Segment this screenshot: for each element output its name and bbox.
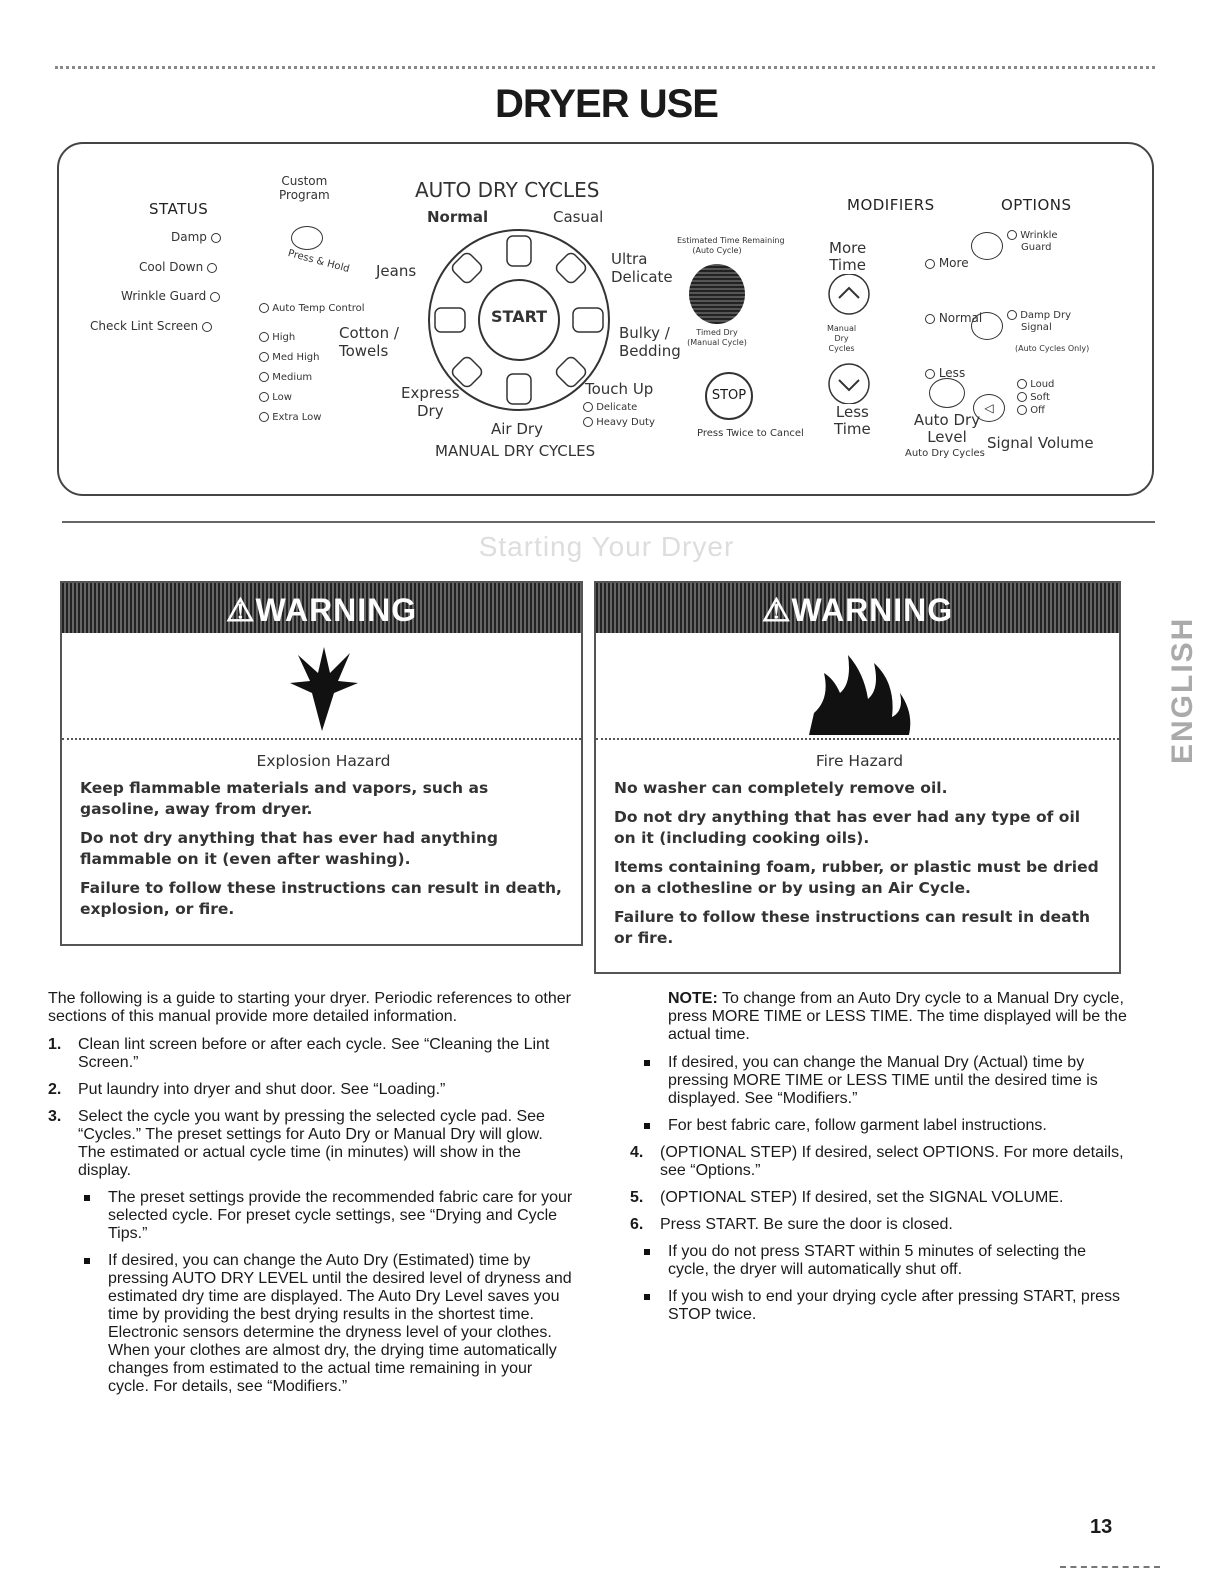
auto-dry-cycles-note: Auto Dry Cycles — [905, 448, 985, 459]
step-item: 4. (OPTIONAL STEP) If desired, select OPTIONS. For more details, see “Options.” — [630, 1144, 1124, 1179]
warning-banner — [62, 583, 581, 633]
auto-cycles-only-note: (Auto Cycles Only) — [1015, 344, 1090, 353]
status-item: Cool Down — [139, 260, 217, 274]
warning-line: No washer can completely remove oil. — [614, 779, 948, 797]
display-est-label: Estimated Time Remaining (Auto Cycle) — [677, 236, 785, 255]
bullet-item: If you do not press START within 5 minutes of selecting the cycle, the dryer will automatically shut off. — [630, 1243, 1130, 1279]
led-icon — [259, 412, 269, 422]
temp-item: High — [259, 328, 321, 348]
bottom-rule — [1060, 1566, 1160, 1568]
cycle-jeans-label: Jeans — [376, 262, 417, 280]
note-paragraph: NOTE: To change from an Auto Dry cycle to a Manual Dry cycle, press MORE TIME or LESS TIME. The time displayed will be the actual time. — [668, 990, 1127, 1043]
led-icon — [925, 259, 935, 269]
press-twice-label: Press Twice to Cancel — [697, 428, 804, 439]
hazard-title: Explosion Hazard — [256, 752, 391, 770]
bullet-item: The preset settings provide the recommended fabric care for your selected cycle. For preset cycle settings, see “Drying and Cycle Tips.” — [48, 1189, 574, 1243]
top-dotted-rule — [55, 66, 1155, 69]
warning-text — [614, 751, 1105, 957]
damp-dry-label: Damp Dry Signal — [1007, 310, 1071, 334]
step-item: 6. Press START. Be sure the door is closed. — [630, 1216, 953, 1233]
stop-button: STOP — [705, 372, 753, 420]
led-icon — [259, 372, 269, 382]
led-icon — [1017, 379, 1027, 389]
auto-temp-label: Auto Temp Control — [259, 303, 365, 314]
step-item: 3. Select the cycle you want by pressing the selected cycle pad. See “Cycles.” The preset settings for Auto Dry or Manual Dry will glow. The estimated or actual cycle time (in minutes) will show in the display. — [48, 1108, 545, 1179]
status-item: Check Lint Screen — [90, 319, 212, 333]
temp-item: Med High — [259, 348, 321, 368]
page-number: 13 — [1090, 1516, 1113, 1538]
warning-line: Do not dry anything that has ever had any type of oil on it (including cooking oils). — [614, 808, 1081, 847]
status-heading: STATUS — [149, 200, 209, 218]
less-time-label: Less Time — [834, 403, 871, 438]
led-icon — [925, 314, 935, 324]
wrinkle-guard-label: Wrinkle Guard — [1007, 230, 1058, 254]
temp-item: Low — [259, 388, 321, 408]
status-led-icon — [207, 263, 217, 273]
options-heading: OPTIONS — [1001, 196, 1072, 214]
led-icon — [583, 417, 593, 427]
temp-list — [259, 328, 321, 428]
led-icon — [1007, 310, 1017, 320]
left-column — [48, 990, 574, 1405]
warning-line: Failure to follow these instructions can result in death or fire. — [614, 908, 1091, 947]
cycle-express-label: Express Dry — [401, 384, 460, 420]
modifiers-heading: MODIFIERS — [847, 196, 935, 214]
custom-program-button — [291, 226, 323, 250]
display-timed-label: Timed Dry (Manual Cycle) — [687, 328, 747, 347]
cycle-casual-label: Casual — [553, 208, 604, 226]
warning-banner — [596, 583, 1119, 633]
signal-volume-label: Signal Volume — [987, 434, 1094, 452]
bullet-item: If desired, you can change the Auto Dry (Estimated) time by pressing AUTO DRY LEVEL until the desired level of dryness and estimated dry time are displayed. The Auto Dry Level saves you time by providing the best drying results in the shortest time. Electronic sensors determine the dryness level of your clothes. When your clothes are almost dry, the drying time automatically changes from estimated to the actual time remaining in your cycle. For details, see “Modifiers.” — [48, 1252, 574, 1396]
explosion-icon — [62, 633, 581, 740]
bullet-item: If you wish to end your drying cycle after pressing START, press STOP twice. — [630, 1288, 1130, 1324]
dry-level-list: More Normal Less — [925, 236, 982, 401]
custom-program-label: Custom Program — [279, 174, 330, 202]
speaker-icon: ◁ — [973, 394, 1005, 422]
auto-dry-heading: AUTO DRY CYCLES — [415, 178, 600, 202]
led-icon — [1007, 230, 1017, 240]
led-icon — [1017, 405, 1027, 415]
wrinkle-guard-button — [971, 232, 1003, 260]
fire-icon — [596, 633, 1119, 740]
step-item: 1. Clean lint screen before or after each cycle. See “Cleaning the Lint Screen.” — [48, 1036, 550, 1071]
warning-label: ⚠WARNING — [761, 592, 954, 628]
step-item: 2. Put laundry into dryer and shut door. See “Loading.” — [48, 1081, 446, 1098]
manual-dry-cycles-label: Manual Dry Cycles — [827, 324, 857, 353]
led-icon — [259, 392, 269, 402]
touch-up-options: Delicate Heavy Duty — [583, 400, 655, 430]
cycle-normal-label: Normal — [427, 208, 489, 226]
cycle-air-dry-label: Air Dry — [491, 420, 543, 438]
section-separator — [62, 521, 1155, 523]
volume-levels: Loud Soft Off — [1017, 378, 1054, 417]
bullet-item: For best fabric care, follow garment label instructions. — [630, 1117, 1130, 1135]
cycle-cotton-label: Cotton / Towels — [339, 324, 399, 360]
intro-paragraph: The following is a guide to starting your dryer. Periodic references to other sections of this manual provide more detailed information. — [48, 990, 571, 1025]
section-title: Starting Your Dryer — [478, 531, 735, 562]
warning-line: Do not dry anything that has ever had anything flammable on it (even after washing). — [80, 829, 498, 868]
status-led-icon — [202, 322, 212, 332]
led-icon — [259, 303, 269, 313]
language-side-tab: ENGLISH — [1166, 616, 1199, 764]
right-column — [630, 990, 1130, 1333]
bullet-item: If desired, you can change the Manual Dry (Actual) time by pressing MORE TIME or LESS TIME until the desired time is displayed. See “Modifiers.” — [630, 1054, 1130, 1108]
status-led-icon — [210, 292, 220, 302]
status-item: Wrinkle Guard — [121, 289, 220, 303]
warning-explosion — [60, 581, 583, 946]
cycle-bulky-label: Bulky / Bedding — [619, 324, 681, 360]
more-time-label: More Time — [829, 239, 867, 274]
cycle-touch-up-label: Touch Up — [585, 380, 654, 398]
status-item: Damp — [171, 230, 221, 244]
led-icon — [259, 332, 269, 342]
step-item: 5. (OPTIONAL STEP) If desired, set the SIGNAL VOLUME. — [630, 1189, 1064, 1206]
led-icon — [925, 369, 935, 379]
auto-dry-level-button — [929, 378, 965, 408]
warning-label: ⚠WARNING — [225, 592, 418, 628]
press-hold-label: Press & Hold — [286, 248, 351, 275]
auto-dry-level-label: Auto Dry Level — [913, 411, 981, 446]
led-icon — [259, 352, 269, 362]
warning-fire — [594, 581, 1121, 974]
led-icon — [1017, 392, 1027, 402]
damp-dry-button — [971, 312, 1003, 340]
led-icon — [583, 402, 593, 412]
warning-line: Keep flammable materials and vapors, such as gasoline, away from dryer. — [80, 779, 489, 818]
warning-text — [80, 751, 567, 928]
warning-line: Items containing foam, rubber, or plastic must be dried on a clothesline or by using an Air Cycle. — [614, 858, 1099, 897]
cycle-ultra-label: Ultra Delicate — [611, 250, 673, 286]
temp-item: Medium — [259, 368, 321, 388]
status-led-icon — [211, 233, 221, 243]
control-panel-diagram — [57, 142, 1154, 496]
start-button: START — [491, 307, 548, 326]
display-screen — [689, 264, 745, 324]
manual-dry-heading: MANUAL DRY CYCLES — [435, 442, 596, 460]
page-title: DRYER USE — [495, 82, 718, 126]
hazard-title: Fire Hazard — [815, 752, 904, 770]
warning-line: Failure to follow these instructions can result in death, explosion, or fire. — [80, 879, 562, 918]
temp-item: Extra Low — [259, 408, 321, 428]
